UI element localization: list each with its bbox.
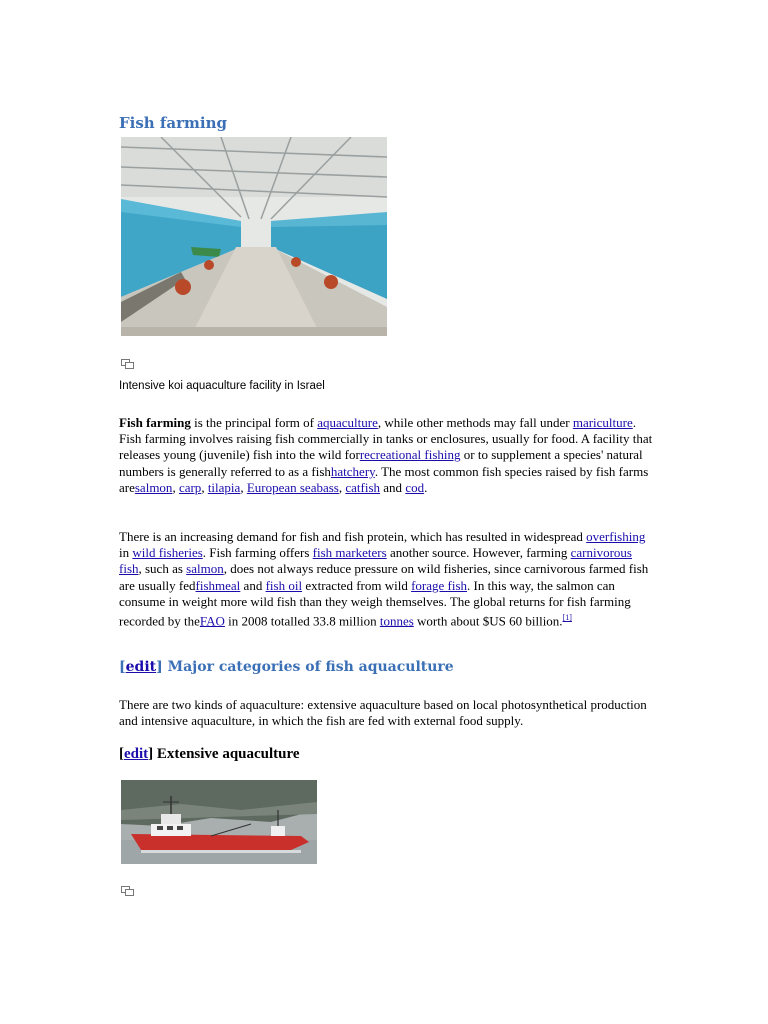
section-heading-extensive-aquaculture: [edit] Extensive aquaculture [119,746,300,762]
demand-paragraph: There is an increasing demand for fish and fish protein, which has resulted in widespread overfishing in wild fisheries. Fish farming offers fish marketers another source. However, farming carnivorous fish, such as salmon, does not always reduce pressure on wild fisheries, since carnivorous farmed fish are usually fedfishmeal and fish oil extracted from wild forage fish. In this way, the salmon can consume in weight more wild fish than they weigh themselves. The global returns for fish farming recorded by theFAO in 2008 totalled 33.8 million tonnes worth about $US 60 billion.[1] [119,529,649,629]
edit-link-extensive-aquaculture[interactable]: edit [124,746,149,762]
link-overfishing[interactable]: overfishing [586,529,646,544]
image-caption: Intensive koi aquaculture facility in Israel [119,380,325,392]
intro-paragraph: Fish farming is the principal form of aquaculture, while other methods may fall under mariculture. Fish farming involves raising fish commercially in tanks or enclosures, usually for food. A facility that releases young (juvenile) fish into the wild forrecreational fishing or to supplement a species' natural numbers is generally referred to as a fishhatchery. The most common fish species raised by fish farms aresalmon, carp, tilapia, European seabass, catfish and cod. [119,415,653,495]
reference-link-1[interactable]: [1] [562,613,572,623]
link-fishmeal[interactable]: fishmeal [195,577,241,593]
link-fao[interactable]: FAO [199,613,225,629]
link-forage-fish[interactable]: forage fish [411,577,468,593]
link-carp[interactable]: carp [178,479,202,495]
two-kinds-paragraph: There are two kinds of aquaculture: extensive aquaculture based on local photosynthetical production and intensive aquaculture, in which the fish are fed with external food supply. [119,697,647,729]
link-recreational-fishing[interactable]: recreational fishing [359,447,461,463]
link-tonnes[interactable]: tonnes [379,613,414,629]
edit-link-major-categories[interactable]: edit [125,659,157,675]
link-wild-fisheries[interactable]: wild fisheries [132,545,203,561]
link-hatchery[interactable]: hatchery [330,463,375,479]
link-mariculture[interactable]: mariculture [572,415,633,430]
link-fish-marketers[interactable]: fish marketers [312,545,387,561]
link-catfish[interactable]: catfish [345,479,381,495]
fishing-boat-photo[interactable] [121,780,317,864]
link-european-seabass[interactable]: European seabass [246,479,339,495]
link-carnivorous-fish[interactable]: carnivorous fish [119,545,632,577]
link-tilapia[interactable]: tilapia [207,479,241,495]
page-title: Fish farming [119,114,227,132]
link-salmon[interactable]: salmon [134,479,173,495]
link-salmon-2[interactable]: salmon [186,561,224,577]
section-heading-major-categories: [edit] Major categories of fish aquaculture [119,659,454,675]
magnify-clip-icon[interactable] [121,356,135,366]
magnify-clip-icon-2[interactable] [121,883,135,893]
link-fish-oil[interactable]: fish oil [265,577,303,593]
koi-facility-photo[interactable] [121,137,387,336]
link-aquaculture[interactable]: aquaculture [317,415,378,430]
link-cod[interactable]: cod [405,479,425,495]
term-fish-farming: Fish farming [119,415,191,430]
